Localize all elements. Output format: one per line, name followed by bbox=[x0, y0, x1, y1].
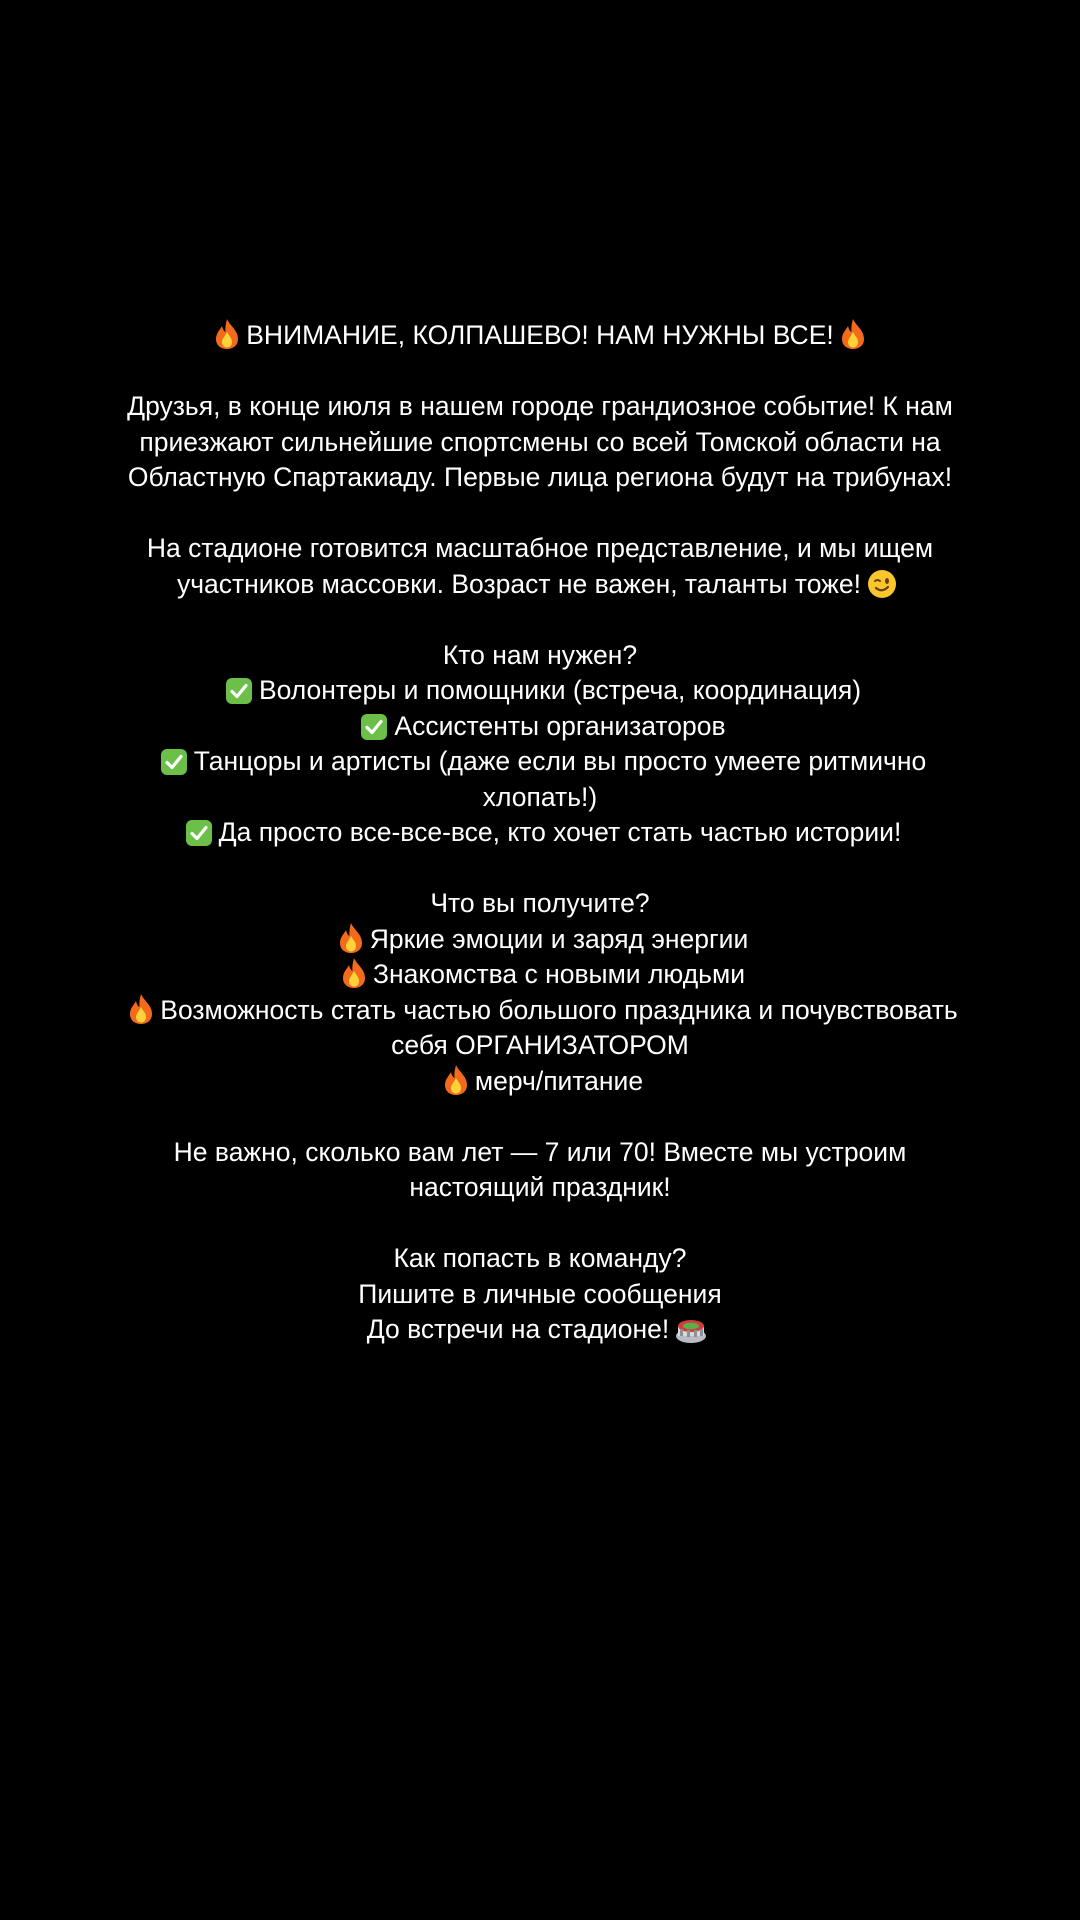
join-heading: Как попасть в команду? bbox=[393, 1243, 687, 1273]
needs-item bbox=[40, 744, 1040, 780]
join-farewell bbox=[40, 1312, 1040, 1348]
stadium-icon bbox=[675, 1314, 707, 1344]
join-farewell-text: До встречи на стадионе! bbox=[366, 1314, 670, 1344]
benefits-heading: Что вы получите? bbox=[430, 888, 650, 918]
needs-item-text: Ассистенты организаторов bbox=[394, 710, 726, 741]
winking-face-icon bbox=[867, 569, 897, 599]
stadium-line-2 bbox=[40, 567, 1040, 603]
stadium-line-2-text: участников массовки. Возраст не важен, таланты тоже! bbox=[176, 568, 862, 599]
benefits-item bbox=[40, 922, 1040, 958]
join-instruction: Пишите в личные сообщения bbox=[358, 1278, 722, 1309]
intro-line-2: приезжают сильнейшие спортсмены со всей Томской области на bbox=[139, 426, 941, 457]
fire-icon bbox=[341, 957, 367, 989]
needs-item-text: Танцоры и артисты (даже если вы просто умеете ритмично bbox=[193, 746, 927, 776]
intro-line-1: Друзья, в конце июля в нашем городе грандиозное событие! К нам bbox=[127, 391, 953, 421]
needs-item-text: Волонтеры и помощники (встреча, координация) bbox=[258, 675, 862, 705]
fire-icon bbox=[443, 1064, 469, 1096]
fire-icon bbox=[214, 318, 240, 350]
benefits-item bbox=[40, 957, 1040, 993]
story-text bbox=[40, 318, 1040, 1348]
needs-item-text: Да просто все-все-все, кто хочет стать частью истории! bbox=[218, 817, 902, 847]
benefits-item bbox=[40, 1064, 1040, 1100]
benefits-item-text: Знакомства с новыми людьми bbox=[372, 959, 746, 989]
title-text: ВНИМАНИЕ, КОЛПАШЕВО! НАМ НУЖНЫ ВСЕ! bbox=[246, 320, 834, 350]
needs-item-continuation: хлопать!) bbox=[482, 781, 598, 812]
fire-icon bbox=[128, 993, 154, 1025]
benefits-item-text: Яркие эмоции и заряд энергии bbox=[369, 923, 749, 954]
age-line-2: настоящий праздник! bbox=[409, 1172, 671, 1202]
benefits-item-text: мерч/питание bbox=[474, 1065, 644, 1096]
check-mark-icon bbox=[225, 677, 253, 705]
benefits-item-continuation: себя ОРГАНИЗАТОРОМ bbox=[391, 1030, 689, 1060]
stadium-line-1: На стадионе готовится масштабное представление, и мы ищем bbox=[146, 533, 934, 563]
intro-line-3: Областную Спартакиаду. Первые лица региона будут на трибунах! bbox=[127, 462, 953, 492]
needs-heading: Кто нам нужен? bbox=[442, 639, 638, 670]
check-mark-icon bbox=[360, 713, 388, 741]
announcement-title bbox=[40, 318, 1040, 354]
needs-item bbox=[40, 673, 1040, 709]
fire-icon bbox=[338, 922, 364, 954]
benefits-item bbox=[40, 993, 1040, 1029]
age-line-1: Не важно, сколько вам лет — 7 или 70! Вместе мы устроим bbox=[173, 1136, 907, 1167]
needs-item bbox=[40, 709, 1040, 745]
fire-icon bbox=[840, 318, 866, 350]
check-mark-icon bbox=[160, 748, 188, 776]
check-mark-icon bbox=[185, 819, 213, 847]
benefits-item-text: Возможность стать частью большого праздника и почувствовать bbox=[160, 994, 958, 1025]
needs-item bbox=[40, 815, 1040, 851]
